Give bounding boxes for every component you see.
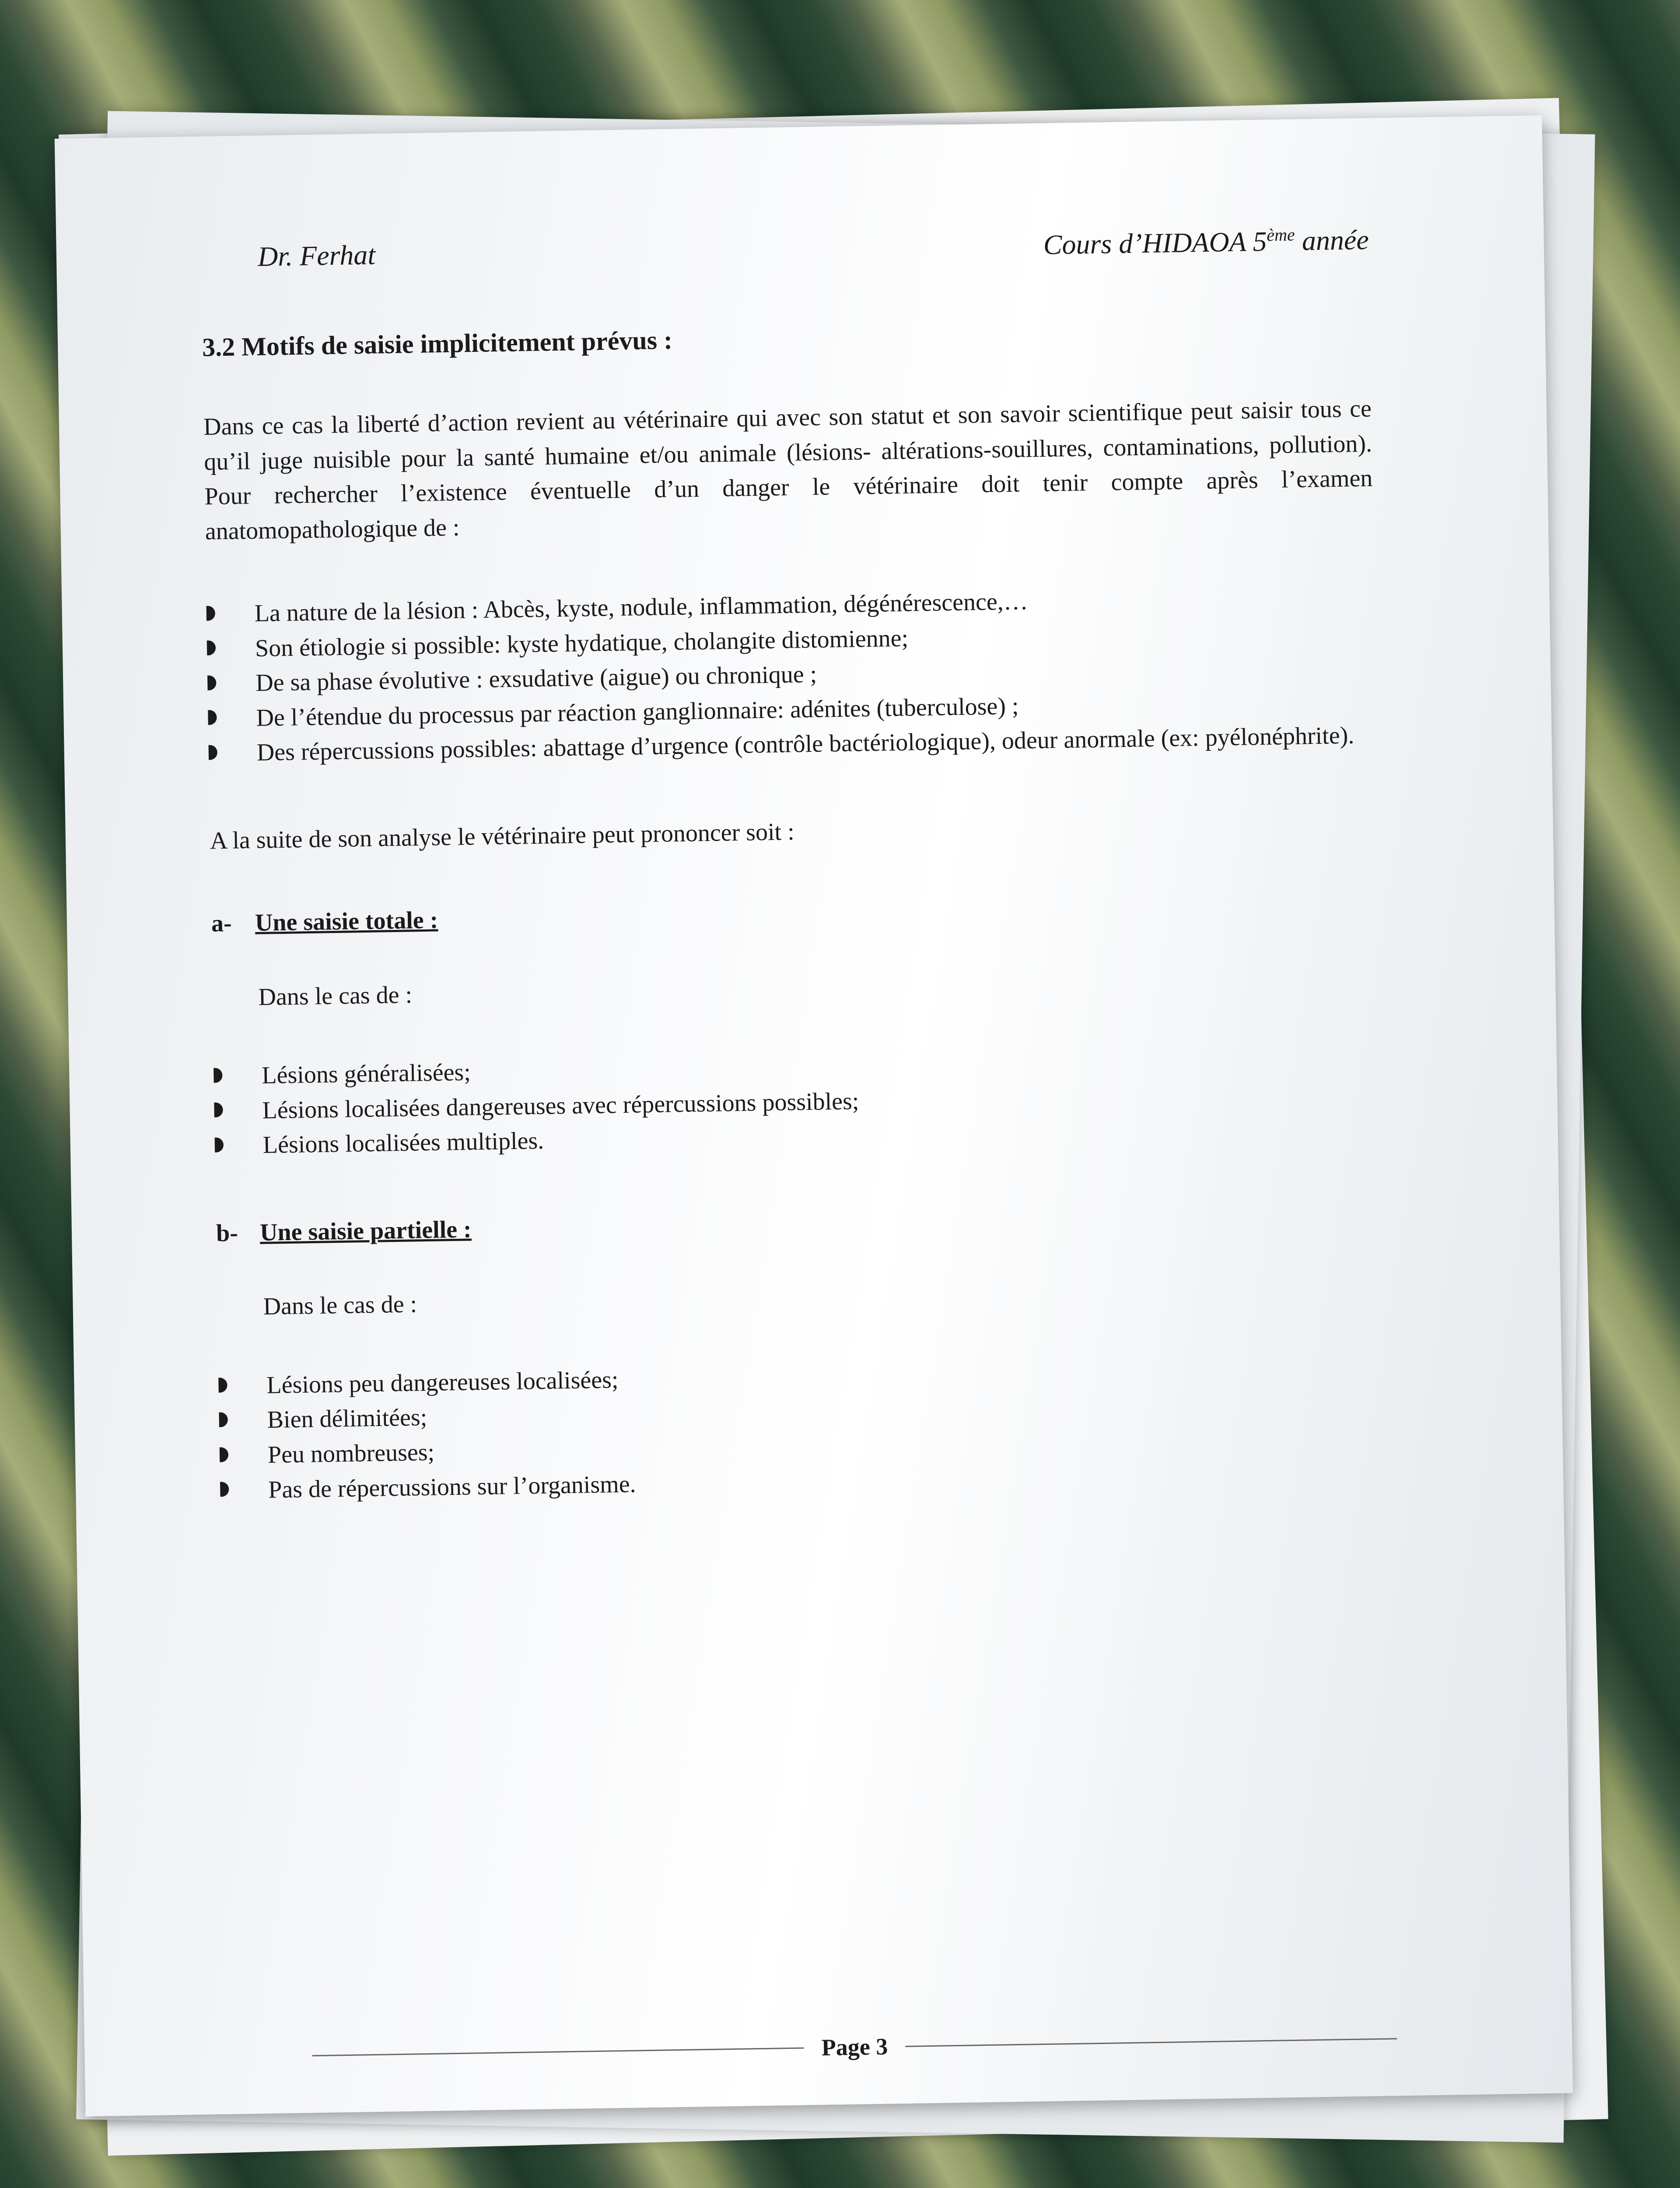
saisie-partielle-list [218,1350,1389,1508]
list-item-text: Lésions peu dangereuses localisées; [266,1366,619,1399]
bullet-icon [208,710,217,725]
list-item-text: Pas de répercussions sur l’organisme. [268,1470,637,1504]
saisie-partielle-letter: b- [216,1219,238,1247]
bullet-icon [218,1378,228,1392]
list-item-text: De l’étendue du processus par réaction ganglionnaire: adénites (tuberculose) ; [256,692,1019,732]
bullet-icon [214,1103,223,1118]
document-page [55,116,1573,2117]
saisie-totale-lead: Dans le cas de : [258,981,413,1011]
page-content [202,311,1390,1561]
footer-rule-left [312,2047,804,2056]
saisie-totale-letter: a- [211,910,232,937]
page-number: Page 3 [821,2033,888,2061]
list-item-text: De sa phase évolutive : exsudative (aigue) ou chronique ; [255,661,817,697]
list-item-text: Lésions généralisées; [261,1059,471,1090]
bullet-icon [220,1482,229,1497]
bullet-icon [219,1412,228,1427]
criteria-list [206,579,1377,771]
list-item-text: Des répercussions possibles: abattage d’urgence (contrôle bactériologique), odeur anormale (ex: pyélonéphrite). [256,722,1354,767]
list-item-text: Son étiologie si possible: kyste hydatique, cholangite distomienne; [255,624,909,662]
bullet-icon [209,745,218,760]
section-title: 3.2 Motifs de saisie implicitement prévus : [202,325,673,362]
list-item-text: Lésions localisées multiples. [262,1127,544,1159]
intro-paragraph: Dans ce cas la liberté d’action revient au vétérinaire qui avec son statut et son savoir scientifique peut saisir tous ce qu’il juge nuisible pour la santé humaine et/ou animale (lésions- altérations-souillures, contaminations, pollution). Pour rechercher l’existence éventuelle d’un danger le vétérinaire doit tenir compte après l’examen anatomopathologique de : [203,395,1373,545]
header-course-prefix: Cours d’HIDAOA 5 [1043,225,1267,260]
footer-rule-right [905,2038,1397,2047]
list-item-text: Peu nombreuses; [267,1438,435,1469]
bullet-icon [220,1447,229,1462]
header-course-suffix: année [1295,224,1369,256]
header-course-superscript: ème [1266,224,1295,245]
page-footer [312,2025,1397,2069]
bullet-icon [215,1137,224,1152]
saisie-totale-heading [211,888,1379,941]
header-author: Dr. Ferhat [257,239,376,272]
list-item-text: Bien délimitées; [267,1404,427,1434]
page-header [257,223,1369,274]
list-item-text: Lésions localisées dangereuses avec répercussions possibles; [262,1087,859,1124]
saisie-partielle-lead: Dans le cas de : [263,1290,417,1321]
saisie-partielle-heading [216,1198,1384,1251]
bullet-icon [207,675,217,690]
bullet-icon [214,1068,223,1083]
header-course [1043,223,1369,261]
bullet-icon [206,606,216,621]
conclusion-lead: A la suite de son analyse le vétérinaire peut prononcer soit : [210,818,795,855]
bullet-icon [207,641,216,656]
saisie-totale-list [214,1041,1383,1164]
saisie-partielle-title: Une saisie partielle : [259,1216,472,1246]
list-item-text: La nature de la lésion : Abcès, kyste, nodule, inflammation, dégénérescence,… [254,588,1029,628]
saisie-totale-title: Une saisie totale : [255,906,438,937]
